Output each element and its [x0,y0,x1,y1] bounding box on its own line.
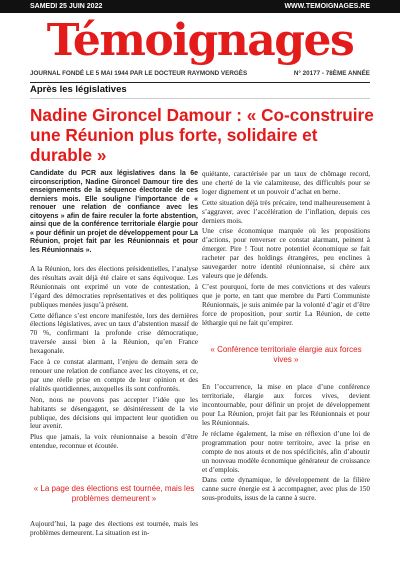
masthead-title: Témoignages [46,15,354,66]
pull-quote-right: « Conférence territoriale élargie aux forces vives » [210,345,362,365]
right-column [202,170,370,505]
divider [30,98,370,99]
paragraph: C’est pourquoi, forte de mes convictions et des valeurs que je porte, en tant que membre du Parti Communiste Réunionnais, je suis animée par la volonté d’agir et d’être force de proposition, pour sortir La Réunion, de cette léthargie qui ne fait qu’empirer. [202,282,370,327]
left-column [30,170,198,453]
paragraph: Cette situation déjà très précaire, tend malheureusement à s’aggraver, avec l’accélération de l’inflation, depuis ces derniers mois. [202,198,370,225]
founded-note: JOURNAL FONDÉ LE 5 MAI 1944 PAR LE DOCTEUR RAYMOND VERGÈS [30,70,248,77]
section-rubric: Après les législatives [30,84,127,95]
paragraph: En l’occurrence, la mise en place d’une conférence territoriale, élargie aux forces vives, devient incontournable, pour définir un projet de développement pour La Réunion, projet fait par les Réunionnais et pour les Réunionnais. [202,383,370,428]
paragraph: Face à ce constat alarmant, l’enjeu de demain sera de renouer une relation de confiance avec les citoyens, et ce, par une réelle prise en compte de leur opinion et des réalités quotidiennes, auxquelles ils sont confrontés. [30,358,198,393]
paragraph-tail: Aujourd’hui, la page des élections est tournée, mais les problèmes demeurent. La situation est in- [30,520,198,537]
paragraph: Non, nous ne pouvons pas accepter l’idée que les habitants se désengagent, se désintéressent de la vie publique, des décisions qui impactent leur quotidien ou leur avenir. [30,395,198,431]
paragraph: quiétante, caractérisée par un taux de chômage record, une cherté de la vie calamiteuse, des difficultés pour se loger dignement et un pouvoir d’achat en berne. [202,170,370,196]
paragraph: Dans cette dynamique, le développement de la filière canne sucre énergie est à accompagner, avec plus de 150 sous-produits, issus de la canne à sucre. [202,476,370,503]
issue-date: SAMEDI 25 JUIN 2022 [30,3,103,10]
paragraph: Une crise économique marquée où les propositions d’actions, pour renverser ce constat alarmant, peinent à émerger. Pire ! Tout notre potentiel économique se fait racheter par des holdings étrangères, peu enclines à sauvegarder notre identité réunionnaise, si chère aux valeurs que je défends. [202,227,370,280]
issue-number: N° 20177 - 78ÈME ANNÉE [293,70,370,77]
pull-quote-left: « La page des élections est tournée, mais les problèmes demeurent » [33,484,195,503]
masthead-subline [30,70,370,83]
article-headline: Nadine Gironcel Damour : « Co-construire une Réunion plus forte, solidaire et durable » [30,105,374,165]
article-lead: Candidate du PCR aux législatives dans la 6e circonscription, Nadine Gironcel Damour tire des enseignements de la séquence électorale de ces derniers mois. Elle souligne l’importance de « renouer une relation de confiance avec les citoyens » afin de faire reculer la forte abstention, ainsi que de la conférence territoriale élargie pour « pour définir un projet de développement pour La Réunion, projet fait par les Réunionnais et pour les Réunionnais ». [30,170,198,254]
paragraph: Plus que jamais, la voix réunionnaise a besoin d’être entendue, reconnue et écoutée. [30,433,198,451]
top-bar [0,0,400,13]
paragraph: Cette défiance s’est encore manifestée, lors des dernières élections législatives, avec un taux d’abstention massif de 70 %, confirmant la profonde crise démocratique, traversée aussi bien à la Réunion, qu’en France hexagonale. [30,311,198,356]
paragraph: A la Réunion, lors des élections présidentielles, l’analyse des résultats avait déjà été claire et sans équivoque. Les Réunionnais ont exprimé un vote de contestation, à l’égard des démocraties représentatives et des politiques publiques menées jusqu’à présent. [30,265,198,309]
site-url[interactable]: WWW.TEMOIGNAGES.RE [284,3,370,10]
paragraph: Je réclame également, la mise en réflexion d’une loi de programmation pour notre territoire, avec la prise en compte de nos atouts et de nos spécificités, afin d’aboutir un nouveau modèle économique générateur de croissance et d’emplois. [202,429,370,474]
